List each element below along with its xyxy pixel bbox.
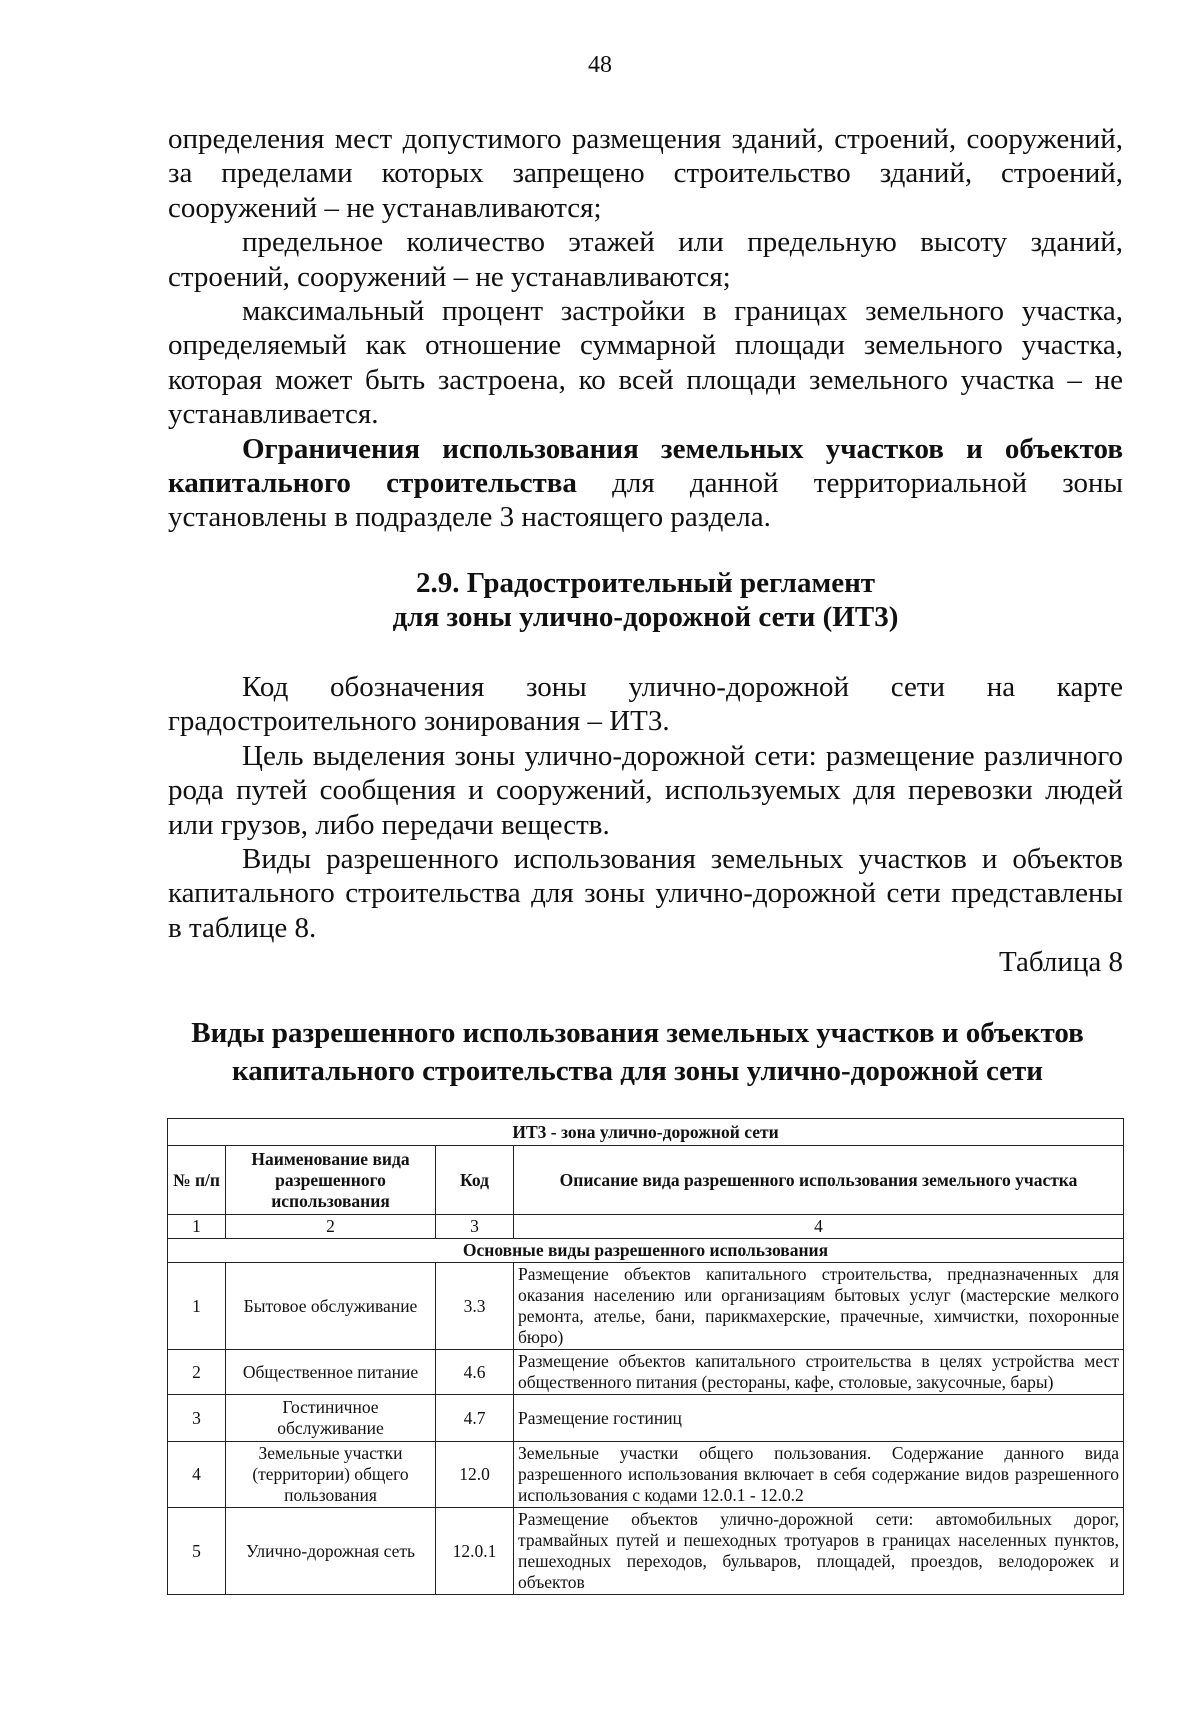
table-title: [150, 1014, 1125, 1090]
row-description: Размещение объектов улично-дорожной сети: автомобильных дорог, трамвайных путей и пешеходных тротуаров в границах населенных пунктов, пешеходных переходов, бульваров, площадей, проездов, велодорожек и объектов: [514, 1508, 1124, 1595]
row-number: 4: [168, 1442, 226, 1508]
section-paragraph-3: Виды разрешенного использования земельных участков и объектов капитального строительства для зоны улично-дорожной сети представлены в таблице 8.: [168, 843, 1123, 944]
row-number: 1: [168, 1263, 226, 1350]
col-number-3: 3: [436, 1215, 514, 1239]
table-row: [168, 1395, 1124, 1442]
row-code: 4.7: [436, 1395, 514, 1442]
restrictions-bold-text: Ограничения использования земельных участков и объектов капитального строительства: [168, 432, 1123, 500]
row-description: Размещение объектов капитального строительства, предназначенных для оказания населению или организациям бытовых услуг (мастерские мелкого ремонта, ателье, бани, парикмахерские, прачечные, химчистки, похоронные бюро): [514, 1263, 1124, 1350]
table-label: Таблица 8: [998, 946, 1123, 978]
row-use-name: Общественное питание: [226, 1350, 436, 1395]
intro-text: [168, 122, 1123, 535]
intro-paragraph-1: определения мест допустимого размещения зданий, строений, сооружений, за пределами которых запрещено строительство зданий, строений, сооружений – не устанавливаются;: [168, 123, 1123, 224]
group-title-row: [168, 1239, 1124, 1263]
table-title-line-2: капитального строительства для зоны улично-дорожной сети: [232, 1055, 1043, 1087]
header-description: Описание вида разрешенного использования земельного участка: [514, 1146, 1124, 1215]
zone-header: ИТ3 - зона улично-дорожной сети: [168, 1119, 1124, 1146]
zone-use-table: [167, 1118, 1124, 1595]
row-number: 2: [168, 1350, 226, 1395]
table-row: [168, 1263, 1124, 1350]
row-use-name: Гостиничное обслуживание: [226, 1395, 436, 1442]
row-code: 3.3: [436, 1263, 514, 1350]
section-text: [168, 670, 1123, 945]
section-heading-line-1: 2.9. Градостроительный регламент: [415, 567, 876, 599]
row-use-name: Земельные участки (территории) общего пользования: [226, 1442, 436, 1508]
intro-paragraph-4: [168, 432, 1123, 535]
header-code: Код: [436, 1146, 514, 1215]
section-paragraph-1: Код обозначения зоны улично-дорожной сети на карте градостроительного зонирования – ИТ3.: [168, 671, 1123, 738]
row-code: 4.6: [436, 1350, 514, 1395]
section-paragraph-2: Цель выделения зоны улично-дорожной сети: размещение различного рода путей сообщения и сооружений, используемых для перевозки людей или грузов, либо передачи веществ.: [168, 739, 1123, 841]
intro-paragraph-3: максимальный процент застройки в границах земельного участка, определяемый как отношение суммарной площади земельного участка, которая может быть застроена, ко всей площади земельного участка – не устанавливается.: [168, 295, 1123, 431]
row-description: Земельные участки общего пользования. Содержание данного вида разрешенного использования включает в себя содержание видов разрешенного использования с кодами 12.0.1 - 12.0.2: [514, 1442, 1124, 1508]
column-number-row: [168, 1215, 1124, 1239]
intro-paragraph-2: предельное количество этажей или предельную высоту зданий, строений, сооружений – не устанавливаются;: [168, 226, 1123, 293]
table-header-row: [168, 1146, 1124, 1215]
restrictions-rest-text: для данной территориальной зоны установлены в подразделе 3 настоящего раздела.: [168, 467, 1124, 534]
table-row: [168, 1442, 1124, 1508]
row-description: Размещение гостиниц: [514, 1395, 1124, 1442]
row-use-name: Бытовое обслуживание: [226, 1263, 436, 1350]
row-number: 3: [168, 1395, 226, 1442]
section-heading: [168, 566, 1123, 634]
row-use-name: Улично-дорожная сеть: [226, 1508, 436, 1595]
row-code: 12.0.1: [436, 1508, 514, 1595]
section-heading-line-2: для зоны улично-дорожной сети (ИТ3): [392, 601, 899, 633]
page-number: 48: [588, 52, 612, 78]
table-row: [168, 1508, 1124, 1595]
col-number-4: 4: [514, 1215, 1124, 1239]
table-title-line-1: Виды разрешенного использования земельных участков и объектов: [191, 1017, 1084, 1049]
header-name: Наименование вида разрешенного использования: [226, 1146, 436, 1215]
row-description: Размещение объектов капитального строительства в целях устройства мест общественного питания (рестораны, кафе, столовые, закусочные, бары): [514, 1350, 1124, 1395]
table-row: [168, 1350, 1124, 1395]
col-number-2: 2: [226, 1215, 436, 1239]
row-number: 5: [168, 1508, 226, 1595]
col-number-1: 1: [168, 1215, 226, 1239]
zone-header-row: [168, 1119, 1124, 1146]
header-number: № п/п: [168, 1146, 226, 1215]
group-title: Основные виды разрешенного использования: [168, 1239, 1124, 1263]
row-code: 12.0: [436, 1442, 514, 1508]
